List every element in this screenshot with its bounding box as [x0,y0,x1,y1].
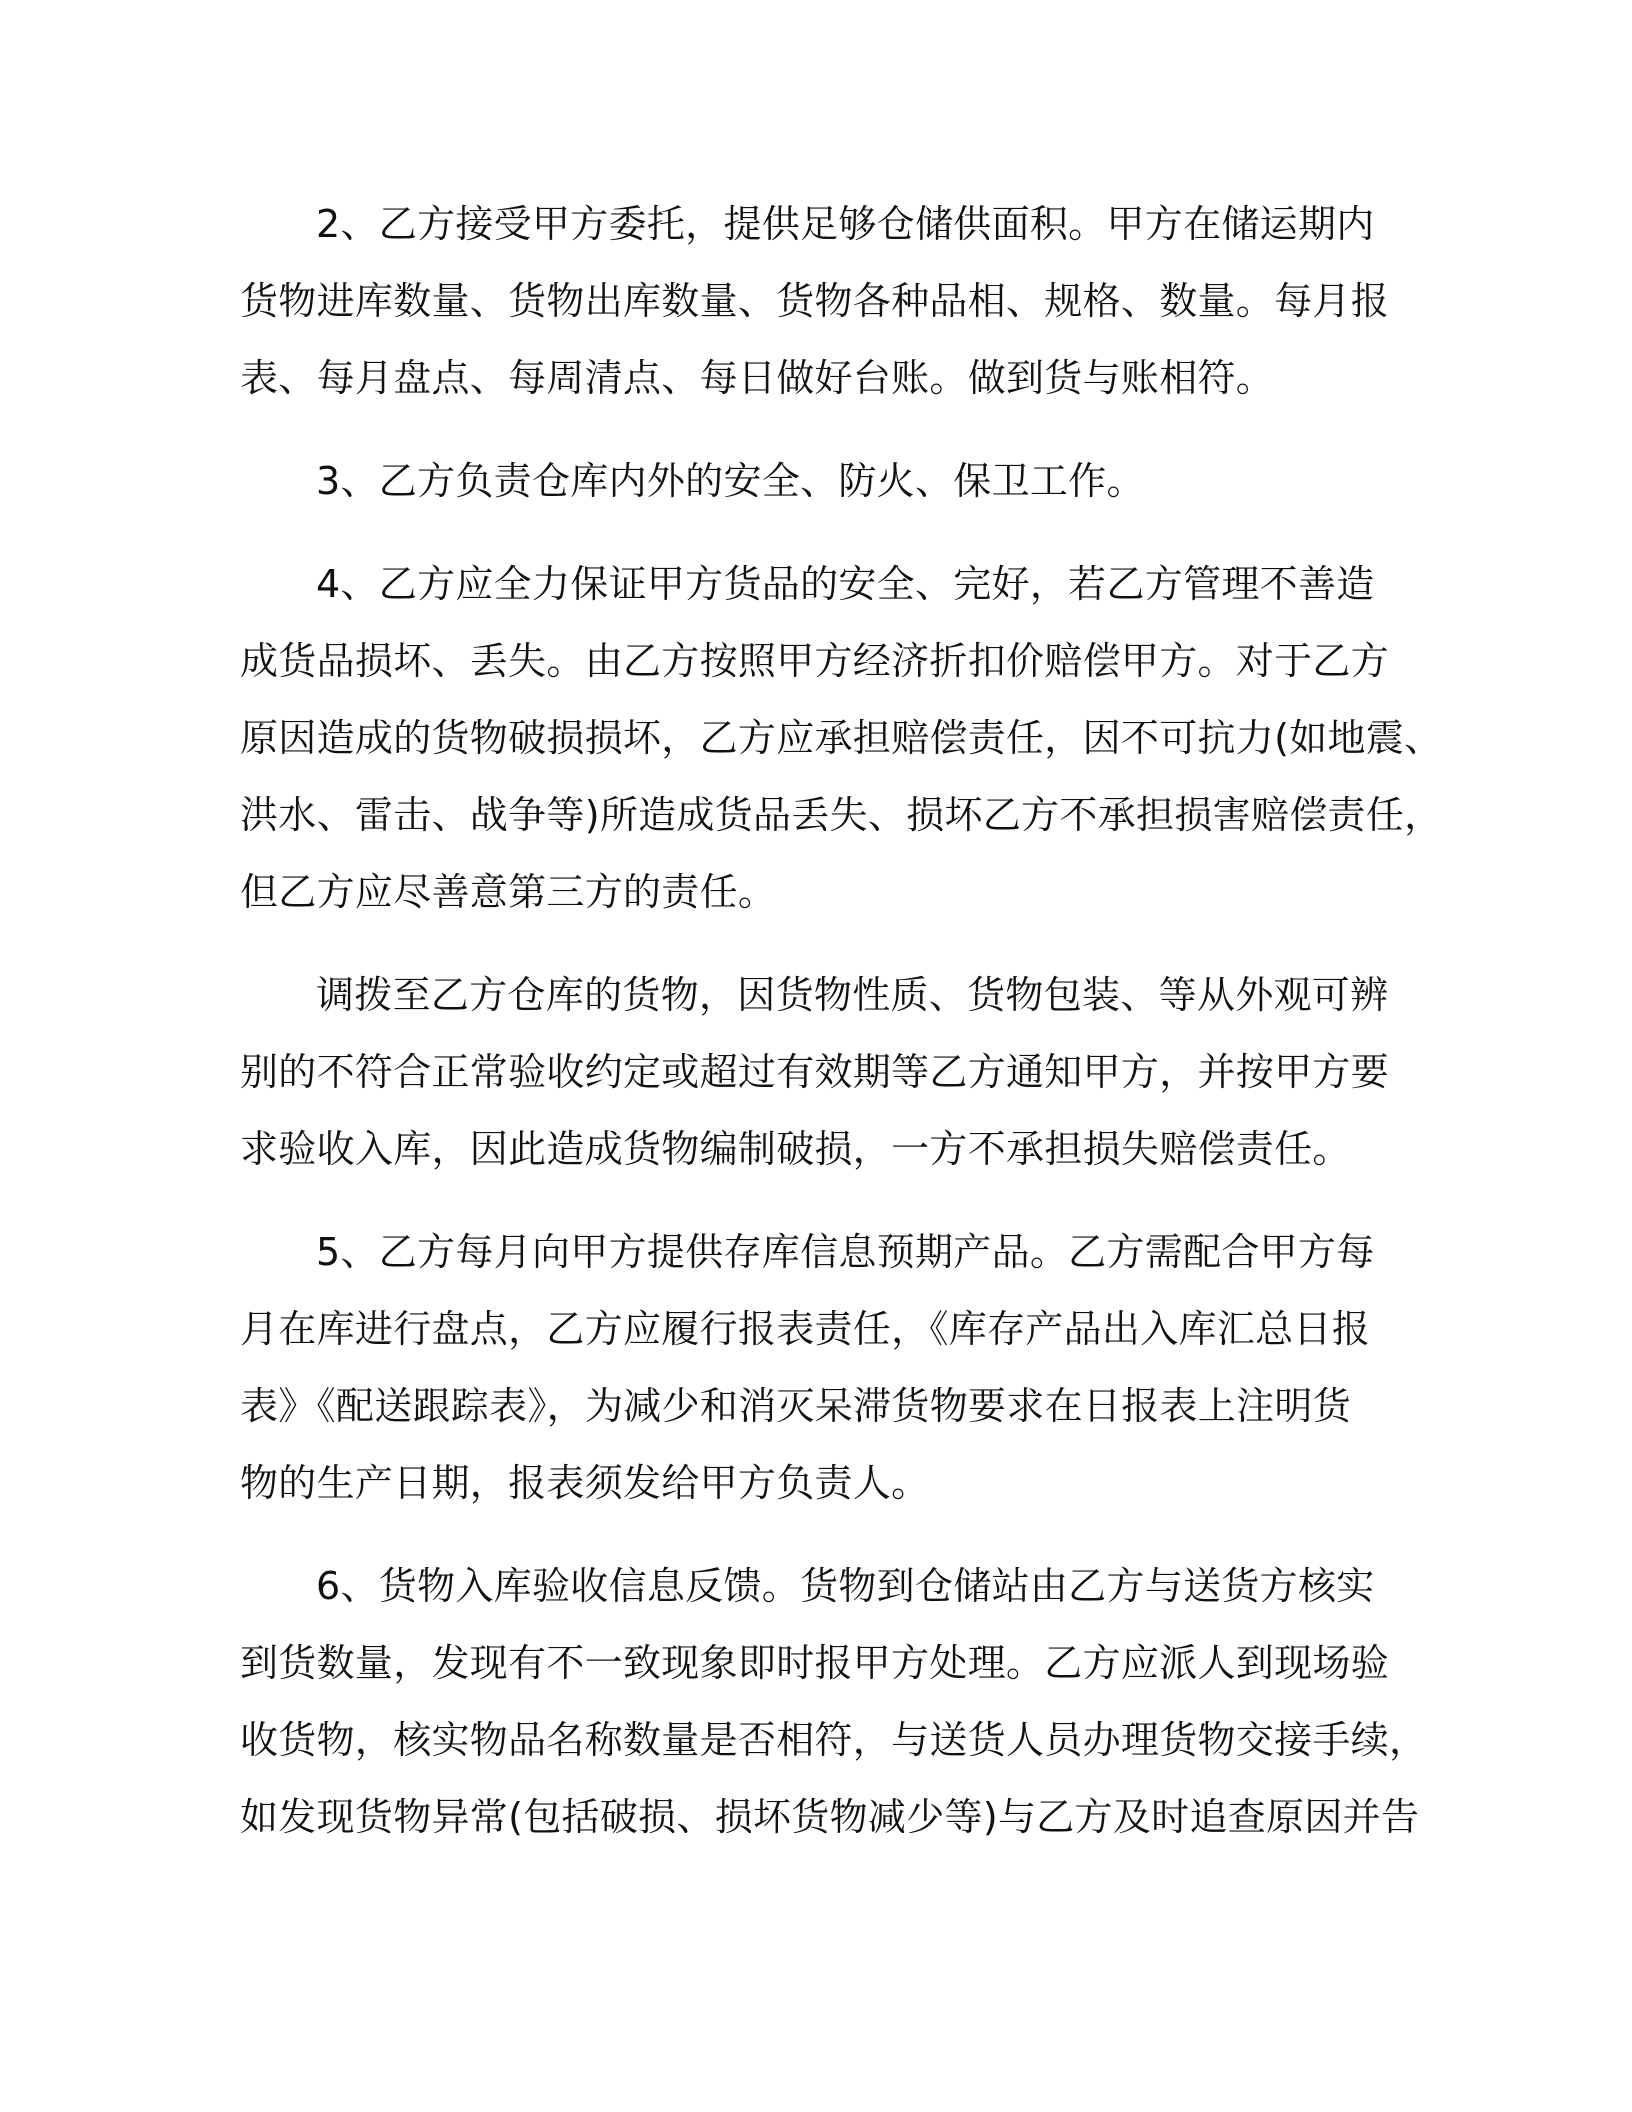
text-line: 物的生产日期，报表须发给甲方负责人。 [240,1461,930,1505]
paragraph-clause-6 [240,1548,1428,1856]
paragraph-clause-2 [240,186,1392,417]
text-line: 表、每月盘点、每周清点、每日做好台账。做到货与账相符。 [240,356,1275,400]
text-line: 货物进库数量、货物出库数量、货物各种品相、规格、数量。每月报 [240,279,1390,323]
text-line: 到货数量，发现有不一致现象即时报甲方处理。乙方应派人到现场验 [240,1641,1390,1685]
text-line: 洪水、雷击、战争等)所造成货品丢失、损坏乙方不承担损害赔偿责任， [240,793,1443,837]
paragraph-clause-4 [240,546,1443,931]
paragraph-transfer-goods [240,957,1392,1188]
paragraph-clause-5 [240,1214,1392,1522]
text-line: 3、乙方负责仓库内外的安全、防火、保卫工作。 [316,459,1145,503]
text-line: 原因造成的货物破损损坏，乙方应承担赔偿责任，因不可抗力(如地震、 [240,716,1443,760]
document-body [240,186,1443,1882]
text-line: 4、乙方应全力保证甲方货品的安全、完好，若乙方管理不善造 [316,562,1375,606]
text-line: 6、货物入库验收信息反馈。货物到仓储站由乙方与送货方核实 [316,1564,1375,1608]
text-line: 表》《配送跟踪表》，为减少和消灭呆滞货物要求在日报表上注明货 [240,1384,1352,1428]
text-line: 调拨至乙方仓库的货物，因货物性质、货物包装、等从外观可辨 [316,973,1389,1017]
text-line: 月在库进行盘点，乙方应履行报表责任，《库存产品出入库汇总日报 [240,1307,1371,1351]
text-line: 5、乙方每月向甲方提供存库信息预期产品。乙方需配合甲方每 [316,1230,1375,1274]
text-line: 如发现货物异常(包括破损、损坏货物减少等)与乙方及时追查原因并告 [240,1795,1420,1839]
text-line: 2、乙方接受甲方委托，提供足够仓储供面积。甲方在储运期内 [316,202,1375,246]
text-line: 成货品损坏、丢失。由乙方按照甲方经济折扣价赔偿甲方。对于乙方 [240,639,1390,683]
text-line: 收货物，核实物品名称数量是否相符，与送货人员办理货物交接手续， [240,1718,1428,1762]
text-line: 求验收入库，因此造成货物编制破损，一方不承担损失赔偿责任。 [240,1127,1351,1171]
text-line: 但乙方应尽善意第三方的责任。 [240,870,777,914]
paragraph-clause-3 [240,443,1392,520]
text-line: 别的不符合正常验收约定或超过有效期等乙方通知甲方，并按甲方要 [240,1050,1390,1094]
